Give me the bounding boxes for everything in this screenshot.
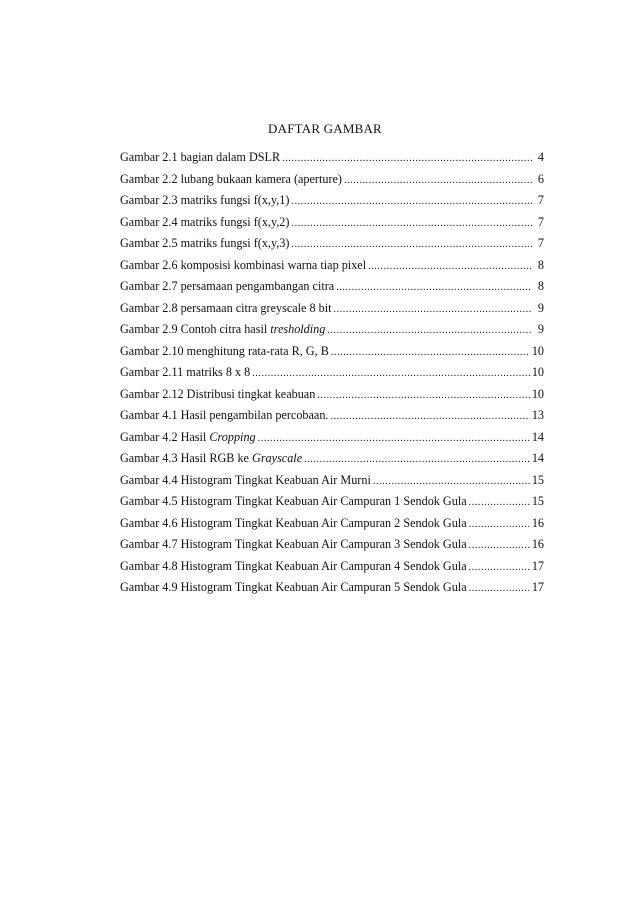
entry-label: Gambar 2.8 persamaan citra greyscale 8 bit	[120, 300, 332, 315]
list-item[interactable]	[120, 236, 544, 258]
entry-label: Gambar 4.8 Histogram Tingkat Keabuan Air Campuran 4 Sendok Gula	[120, 558, 467, 573]
entry-label: Gambar 4.2 Hasil Cropping	[120, 429, 256, 444]
entry-label: Gambar 4.3 Hasil RGB ke Grayscale	[120, 451, 303, 465]
entry-page-number: 10	[531, 343, 544, 358]
leader-dots	[469, 497, 530, 508]
entry-label: Gambar 4.6 Histogram Tingkat Keabuan Air Campuran 2 Sendok Gula	[120, 515, 467, 530]
list-item[interactable]	[120, 451, 544, 473]
entry-label: Gambar 2.3 matriks fungsi f(x,y,1)	[120, 193, 290, 207]
leader-dots	[330, 411, 529, 422]
list-item[interactable]	[120, 322, 544, 344]
list-item[interactable]	[120, 559, 544, 581]
leader-dots	[282, 153, 532, 164]
entry-page-number: 10	[531, 365, 544, 379]
list-item[interactable]	[120, 494, 544, 516]
entry-page-number: 9	[537, 300, 544, 315]
page-title: DAFTAR GAMBAR	[268, 121, 382, 136]
entry-label: Gambar 2.2 lubang bukaan kamera (aperture)	[120, 171, 342, 186]
entry-page-number: 15	[531, 472, 544, 487]
leader-dots	[291, 239, 532, 250]
leader-dots	[368, 261, 532, 272]
entry-page-number: 7	[537, 193, 544, 207]
entry-page-number: 16	[531, 537, 544, 551]
entry-page-number: 6	[537, 171, 544, 186]
list-item[interactable]	[120, 258, 544, 280]
list-item[interactable]	[120, 580, 544, 602]
entry-label: Gambar 2.4 matriks fungsi f(x,y,2)	[120, 214, 290, 229]
leader-dots	[469, 540, 530, 551]
entry-page-number: 13	[531, 408, 544, 422]
list-item[interactable]	[120, 193, 544, 215]
leader-dots	[252, 368, 530, 379]
entry-page-number: 14	[531, 451, 544, 465]
leader-dots	[334, 304, 533, 315]
entry-label: Gambar 4.5 Histogram Tingkat Keabuan Air Campuran 1 Sendok Gula	[120, 494, 467, 508]
list-item[interactable]	[120, 150, 544, 172]
entry-label: Gambar 2.6 komposisi kombinasi warna tiap pixel	[120, 257, 367, 272]
list-item[interactable]	[120, 387, 544, 409]
leader-dots	[291, 218, 532, 229]
leader-dots	[317, 390, 530, 401]
entry-page-number: 8	[537, 257, 544, 272]
leader-dots	[258, 433, 530, 444]
list-item[interactable]	[120, 279, 544, 301]
leader-dots	[327, 325, 532, 336]
list-item[interactable]	[120, 537, 544, 559]
leader-dots	[469, 562, 530, 573]
leader-dots	[469, 583, 530, 594]
entry-label: Gambar 2.10 menghitung rata-rata R, G, B	[120, 343, 329, 358]
entry-label: Gambar 2.12 Distribusi tingkat keabuan	[120, 386, 316, 401]
entry-page-number: 17	[531, 558, 544, 573]
entry-label: Gambar 2.7 persamaan pengambangan citra	[120, 279, 335, 293]
list-item[interactable]	[120, 516, 544, 538]
entry-label: Gambar 2.9 Contoh citra hasil tresholding	[120, 322, 326, 336]
list-item[interactable]	[120, 172, 544, 194]
list-item[interactable]	[120, 408, 544, 430]
entry-label: Gambar 2.1 bagian dalam DSLR	[120, 150, 281, 164]
leader-dots	[336, 282, 532, 293]
leader-dots	[344, 175, 532, 186]
list-item[interactable]	[120, 473, 544, 495]
entry-label: Gambar 4.7 Histogram Tingkat Keabuan Air Campuran 3 Sendok Gula	[120, 537, 467, 551]
entry-label: Gambar 4.1 Hasil pengambilan percobaan.	[120, 408, 329, 422]
list-item[interactable]	[120, 301, 544, 323]
entry-label: Gambar 2.5 matriks fungsi f(x,y,3)	[120, 236, 290, 250]
entry-label: Gambar 4.9 Histogram Tingkat Keabuan Air Campuran 5 Sendok Gula	[120, 580, 467, 594]
list-item[interactable]	[120, 215, 544, 237]
entry-page-number: 17	[531, 580, 544, 594]
entry-page-number: 15	[531, 494, 544, 508]
leader-dots	[304, 454, 530, 465]
entry-label: Gambar 4.4 Histogram Tingkat Keabuan Air Murni	[120, 472, 371, 487]
entry-page-number: 16	[531, 515, 544, 530]
leader-dots	[469, 519, 530, 530]
leader-dots	[291, 196, 532, 207]
entry-page-number: 4	[537, 150, 544, 164]
list-item[interactable]	[120, 344, 544, 366]
list-item[interactable]	[120, 430, 544, 452]
entry-page-number: 7	[537, 214, 544, 229]
entry-page-number: 10	[531, 386, 544, 401]
entry-page-number: 8	[537, 279, 544, 293]
entry-page-number: 14	[531, 429, 544, 444]
list-item[interactable]	[120, 365, 544, 387]
leader-dots	[331, 347, 530, 358]
entry-label: Gambar 2.11 matriks 8 x 8	[120, 365, 251, 379]
entry-page-number: 9	[537, 322, 544, 336]
leader-dots	[373, 476, 530, 487]
entry-page-number: 7	[537, 236, 544, 250]
figure-list	[120, 150, 544, 602]
